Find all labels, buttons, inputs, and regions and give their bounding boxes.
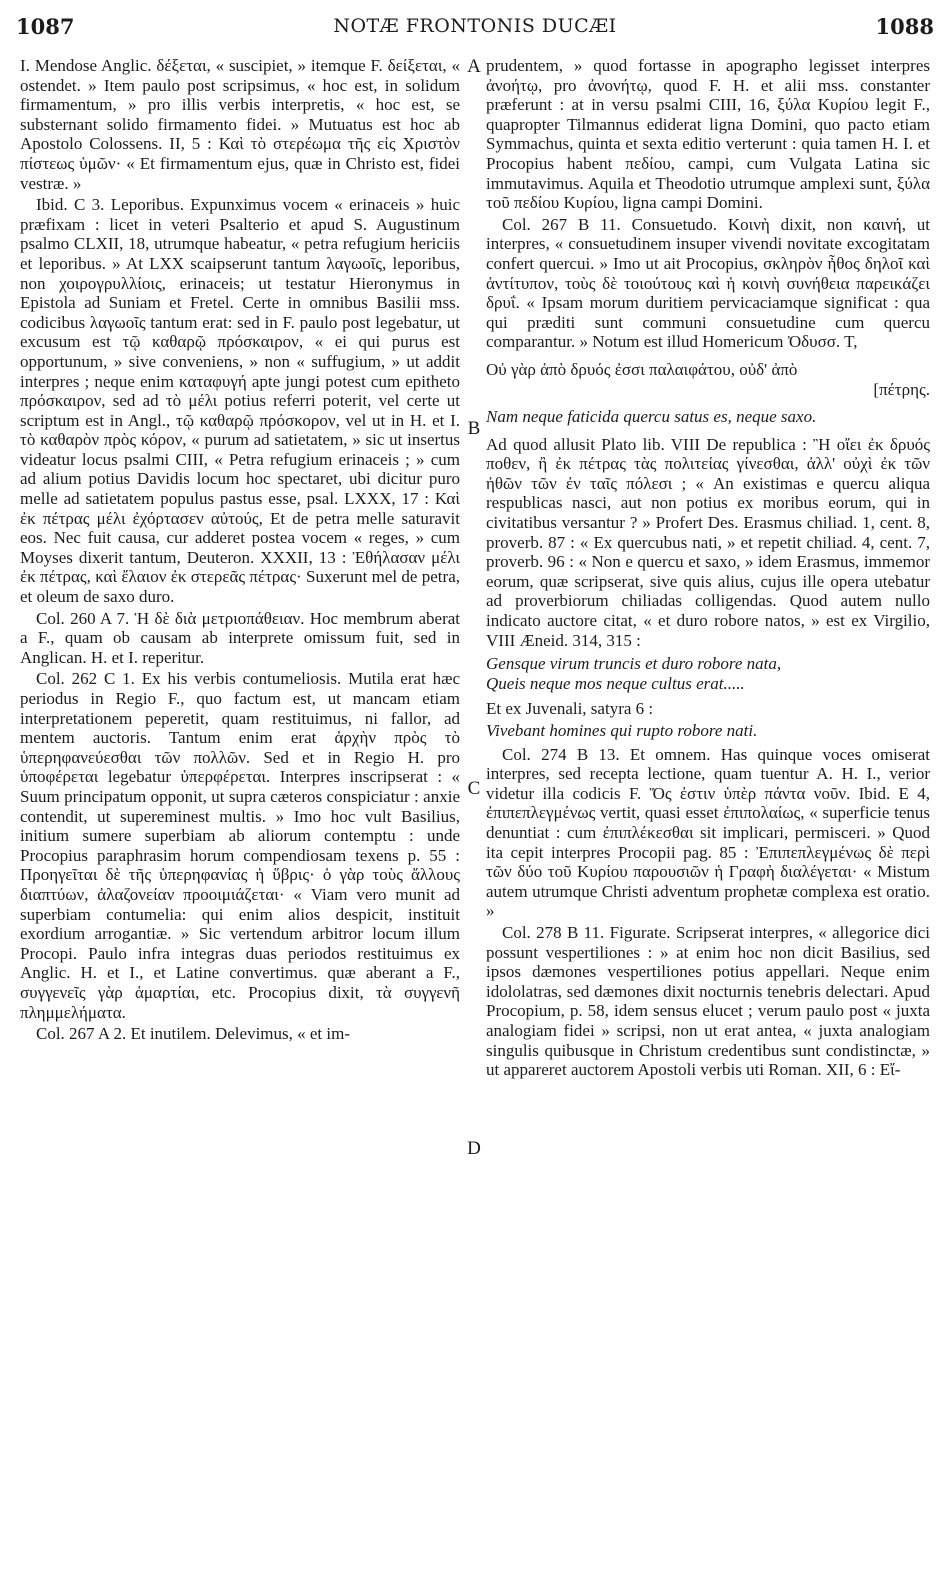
verse-runover: [πέτρης. — [873, 379, 930, 399]
margin-letter-b: B — [467, 418, 481, 439]
paragraph: I. Mendose Anglic. δέξεται, « suscipiet, » itemque F. δείξεται, « ostendet. » Item paulo post scripsimus, « hoc est, in solidum firmamentum, » pro illis verbis interpretis, « hoc est, se substernant solido firmamento fidei. » Mutuatus est hoc ab Apostolo Colossens. II, 5 : Καὶ τὸ στερέωμα τῆς εἰς Χριστὸν πίστεως ὑμῶν· « Et firmamentum ejus, quæ in Christo est, fidei vestræ. » — [20, 56, 460, 193]
running-title: NOTÆ FRONTONIS DUCÆI — [333, 15, 617, 37]
paragraph: Ad quod allusit Plato lib. VIII De republica : Ἢ οἴει ἐκ δρυός ποθεν, ἢ ἐκ πέτρας τὰς πολιτείας γίνεσθαι, ἀλλ' οὐχὶ ἐκ τῶν ἠθῶν τῶν ἐν ταῖς πόλεσι ; « An existimas e quercu aliqua respublicas nasci, aut non potius ex moribus eorum, qui in civitatibus versantur ? » Profert Des. Erasmus chiliad. 1, cent. 8, proverb. 87 : « Ex quercubus nati, » et repetit chiliad. 4, cent. 7, proverb. 96 : « Non e quercu et saxo, » idem Erasmus, immemor eorum, quæ scripserat, sive quis alius, cujus ille opera utebatur ad proverbiorum chiliadas colligendas. Quod autem nullo indicato auctore citat, « et duro robore natos, » est ex Virgilio, VIII Æneid. 314, 315 : — [486, 434, 930, 650]
latin-verse-translation: Nam neque faticida quercu satus es, neque saxo. — [486, 407, 817, 427]
paragraph: Col. 274 B 13. Et omnem. Has quinque voces omiserat interpres, sed recepta lectione, quam tuentur A. H. I., verior videtur illa codicis F. Ὅς ἐστιν ὑπὲρ πάντα νοῦν. Ibid. E 4, ἐπιπεπλεγμένως vertit, quasi esset ἐπιπολαίως, « superficie tenus denuntiat : cum ἐπιπλέκεσθαι sit implicari, permisceri. » Quod ita cepit interpres Procopii pag. 85 : Ἐπιπεπλεγμένως δὲ περὶ τῶν δύο τοῦ Κυρίου παρουσιῶν ἡ Γραφὴ διαλέγεται· « Mistum autem utrumque Christi adventum prophetæ complexa est oratio. » — [486, 744, 930, 921]
virgil-verse-quotation — [486, 654, 930, 693]
paragraph: Col. 278 B 11. Figurate. Scripserat interpres, « allegorice dici possunt vespertiliones : » at enim hoc non dicit Basilius, sed ipsos dæmones vespertiliones potius appellari. Neque enim idololatras, sed dæmones dixit nocturnis tenebris delectari. Apud Procopium, p. 58, idem sensus elucet ; verum paulo post « juxta analogiam fidei » scripsi, non ut erat antea, « juxta analogiam singulis quibusque in Christum credentibus sunt condistinctæ, » ut appareret auctorem Apostoli verbis uti Roman. XII, 6 : Εἴ- — [486, 922, 930, 1080]
paragraph: prudentem, » quod fortasse in apographo legisset interpres ἀνοήτῳ, pro ἀνονήτῳ, quod F. H. et alii mss. constanter præferunt : at in versu psalmi CIII, 16, ξύλα Κυρίου legit F., quapropter Tilmannus ediderat ligna Domini, quo pacto etiam Symmachus, quinta et sexta editio verterunt : quia tamen H. I. et Procopius habent πεδίου, campi, cum Vulgata Latina sic immutavimus. Aquila et Theodotio utrumque amplexi sunt, ξύλα τοῦ πεδίου Κυρίου, ligna campi Domini. — [486, 56, 930, 213]
right-column — [486, 56, 930, 1082]
page-header — [14, 14, 936, 44]
page-number-left: 1087 — [16, 14, 75, 39]
paragraph: Col. 260 A 7. Ἡ δὲ διὰ μετριοπάθειαν. Hoc membrum aberat a F., quam ob causam ab interprete omissum fuit, sed in Anglican. H. et I. reperitur. — [20, 608, 460, 667]
margin-letter-a: A — [467, 56, 481, 77]
verse-line: Gensque virum truncis et duro robore nata, — [486, 654, 782, 674]
margin-letter-c: C — [467, 778, 481, 799]
greek-verse-quotation — [486, 360, 930, 399]
paragraph: Ibid. C 3. Leporibus. Expunximus vocem « erinaceis » huic præfixam : licet in veteri Psalterio et apud S. Augustinum psalmo CLXII, 18, utrumque habeatur, « petra refugium hericiis et leporibus. » At LXX scaipserunt tantum λαγωοῖς, leporibus, non χοιρογρυλλίοις, erinaceis; ut testatur Hieronymus in Epistola ad Suniam et Fretel. Certe in omnibus Basilii mss. codicibus λαγωοῖς tantum erat: sed in F. paulo post legebatur, ut excusum est τῷ καθαρῷ πρόσκαιρον, « ei qui purus est opportunum, » sive conveniens, » non « suffugium, » ut addit interpres ; neque enim καταφυγή apte jungi potest cum epitheto πρόσκαιρον, sed ad τὸ μέλι potius referri poterit, vel certe ut scriptum est in Angl., τῷ καθαρῷ πρόσκορον, vel ut in H. et I. τὸ καθαρὸν πρὸς κόρον, « purum ad satietatem, » sic ut insertus videatur locus psalmi CIII, « Petra refugium erinaceis ; » cum ad alium potius Davidis locum hoc spectaret, ubi dicitur puro melle ad satietatem populus pastus esse, psal. LXXX, 17 : Καὶ ἐκ πέτρας μέλι ἐχόρτασεν αὐτούς, Et de petra melle saturavit eos. Nec fuit causa, cur adderet postea vocem « reges, » cum Moyses dixerit tantum, Deuteron. XXXII, 13 : Ἐθήλασαν μέλι ἐκ πέτρας, καὶ ἔλαιον ἐκ στερεᾶς πέτρας· Suxerunt mel de petra, et oleum de saxo duro. — [20, 195, 460, 607]
verse-line: Οὐ γὰρ ἀπὸ δρυός ἐσσι παλαιφάτου, οὐδ' ἀπὸ — [486, 359, 798, 379]
paragraph: Et ex Juvenali, satyra 6 : — [486, 699, 654, 719]
left-column — [20, 56, 460, 1046]
paragraph: Col. 267 B 11. Consuetudo. Κοινὴ dixit, non καινή, ut interpres, « consuetudinem insuper vivendi novitate excogitatam confert quercui. » Imo ut ait Procopius, σκληρὸν ἦθος δηλοῖ καὶ ἀντίτυπον, τοὺς δὲ τοιούτους καὶ ἡ κοινὴ συνήθεια παρεικάζει δρυΐ. « Ipsam morum duritiem pervicaciamque significat : qua qui præditi sunt communi consuetudine cum quercu comparantur. » Notum est illud Homericum Ὀδυσσ. Τ, — [486, 214, 930, 352]
page-number-right: 1088 — [875, 14, 934, 39]
verse-line: Queis neque mos neque cultus erat..... — [486, 673, 745, 693]
juvenal-verse-quotation: Vivebant homines qui rupto robore nati. — [486, 721, 758, 740]
paragraph: Col. 267 A 2. Et inutilem. Delevimus, « et im- — [36, 1024, 351, 1044]
paragraph: Col. 262 C 1. Ex his verbis contumeliosis. Mutila erat hæc periodus in Regio F., quo factum est, ut mancam etiam interpretationem peperetit, quam restituimus, ni fallor, ad mentem auctoris. Tantum enim erat ἀρχὴν πρὸς τὸ ὑπερηφανεύεσθαι τῶν πολλῶν. Sed et in Regio H. pro ὑποφέρεται legebatur ὑπερφέρεται. Interpres inscripserat : « Suum principatum opponit, ut supra cæteros conspiciatur : anxie contendit, ut supereminest multis. » Imo hoc vult Basilius, initium sumere superbiam ab aliorum contemptu : unde Procopius paraphrasim horum compendiosam texens p. 55 : Προηγεῖται δὲ τῆς ὑπερηφανίας ἡ ὕβρις· ὁ γὰρ τοὺς ἄλλους διαπτύων, ἀλαζονείαν προοιμιάζεται· « Viam vero munit ad superbiam contumelia: qui enim alios despicit, instituit exordium arrogantiæ. » Sic vertendum arbitror locum illum Procopi. Paulo infra integras duas periodos restituimus ex Anglic. H. et I., et Latine convertimus. quæ aberant a F., συγγενεῖς γὰρ ἁμαρτίαι, etc. Procopius dixit, τὰ συγγενῆ πλημμελήματα. — [20, 669, 460, 1022]
margin-letter-d: D — [467, 1138, 481, 1159]
